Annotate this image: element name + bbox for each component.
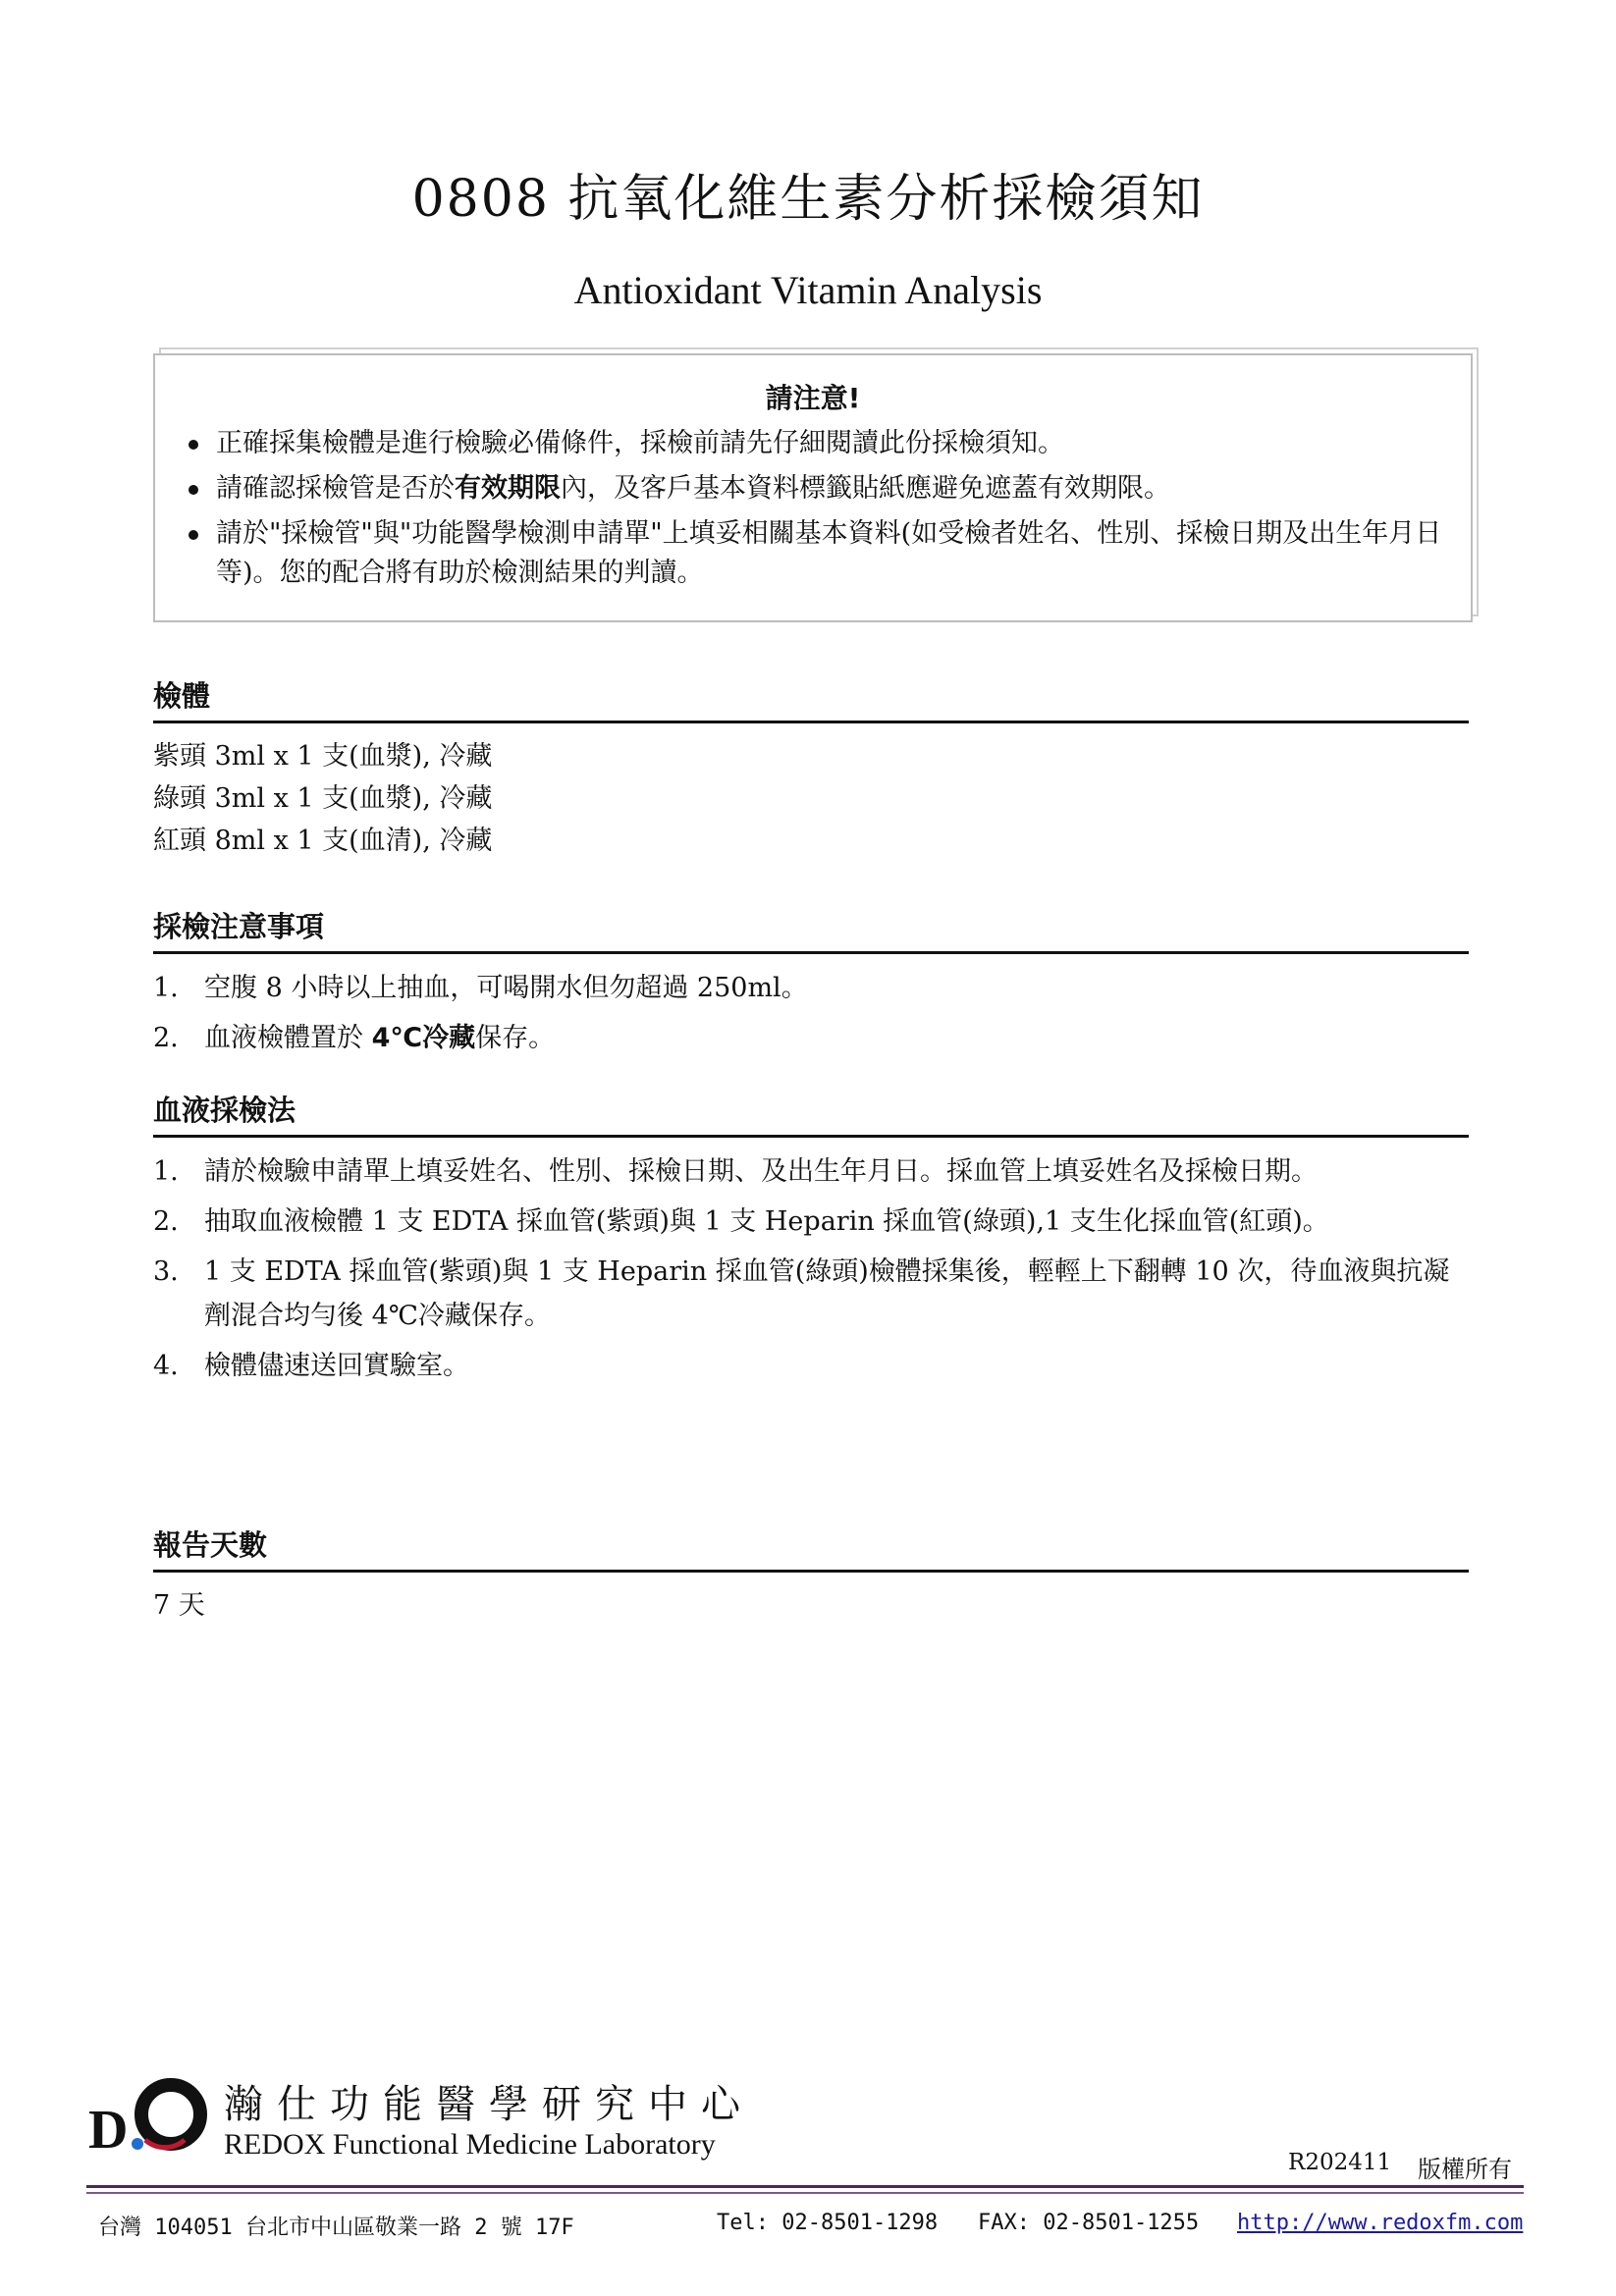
doc-code: R202411 [1288, 2150, 1392, 2175]
item-text: 保存。 [475, 1023, 556, 1053]
org-name-en: REDOX Functional Medicine Laboratory [224, 2128, 716, 2161]
item-number: 3. [153, 1256, 179, 1287]
footer-divider [86, 2185, 1524, 2188]
footer-phone: Tel: 02-8501-1298 [717, 2211, 939, 2235]
redox-logo-icon [86, 2071, 216, 2160]
section-heading: 報告天數 [153, 1526, 1469, 1573]
page-subtitle: Antioxidant Vitamin Analysis [573, 268, 1043, 312]
footer-fax: FAX: 02-8501-1255 [978, 2211, 1200, 2235]
item-number: 4. [153, 1351, 179, 1381]
item-text: 血液檢體置於 [204, 1023, 372, 1053]
notice-title: 請注意! [765, 382, 861, 414]
report-days: 7 天 [153, 1590, 205, 1621]
specimen-section [153, 677, 1469, 862]
specimen-line: 紫頭 3ml x 1 支(血漿), 冷藏 [153, 741, 493, 772]
list-item [153, 1200, 1469, 1244]
blood-method-list [153, 1149, 1469, 1388]
footer-address: 台灣 104051 台北市中山區敬業一路 2 號 17F [98, 2216, 574, 2240]
section-heading: 檢體 [153, 677, 1469, 723]
item-emphasis: 4℃冷藏 [371, 1023, 476, 1053]
blood-method-section [153, 1092, 1469, 1394]
footer-divider [86, 2192, 1524, 2194]
section-heading: 採檢注意事項 [153, 908, 1469, 954]
specimen-line: 紅頭 8ml x 1 支(血清), 冷藏 [153, 826, 493, 856]
item-text: 請於檢驗申請單上填妥姓名、性別、採檢日期、及出生年月日。採血管上填妥姓名及採檢日期。 [204, 1156, 1318, 1187]
notice-item: 請於"採檢管"與"功能醫學檢測申請單"上填妥相關基本資料(如受檢者姓名、性別、採檢日期及出生年月日等)。您的配合將有助於檢測結果的判讀。 [183, 514, 1449, 593]
org-name-cn: 瀚仕功能醫學研究中心 [224, 2082, 754, 2127]
list-item [153, 1016, 1469, 1060]
item-text: 檢體儘速送回實驗室。 [204, 1351, 469, 1381]
specimen-line: 綠頭 3ml x 1 支(血漿), 冷藏 [153, 783, 493, 814]
notice-box [153, 353, 1473, 622]
precautions-list [153, 966, 1469, 1060]
list-item [153, 1149, 1469, 1194]
notice-list [183, 424, 1449, 599]
item-number: 1. [153, 973, 179, 1003]
item-number: 1. [153, 1156, 179, 1187]
footer-website-link[interactable]: http://www.redoxfm.com [1237, 2211, 1524, 2235]
page-title: 0808 抗氧化維生素分析採檢須知 [411, 170, 1205, 229]
report-section [153, 1526, 1469, 1627]
list-item [153, 966, 1469, 1010]
notice-text: 請確認採檢管是否於 [216, 473, 455, 504]
item-text: 空腹 8 小時以上抽血，可喝開水但勿超過 250ml。 [204, 973, 808, 1003]
section-heading: 血液採檢法 [153, 1092, 1469, 1138]
list-item [153, 1250, 1469, 1338]
copyright-text: 版權所有 [1418, 2156, 1512, 2183]
precautions-section [153, 908, 1469, 1066]
item-number: 2. [153, 1206, 179, 1237]
list-item [153, 1344, 1469, 1388]
item-text: 1 支 EDTA 採血管(紫頭)與 1 支 Heparin 採血管(綠頭)檢體採集後，輕輕上下翻轉 10 次，待血液與抗凝劑混合均勻後 4℃冷藏保存。 [204, 1256, 1450, 1331]
notice-item [183, 469, 1449, 508]
svg-text:D: D [88, 2100, 129, 2160]
specimen-lines [153, 735, 1469, 862]
notice-emphasis: 有效期限 [455, 473, 561, 504]
notice-text: 內，及客戶基本資料標籤貼紙應避免遮蓋有效期限。 [561, 473, 1170, 504]
item-text: 抽取血液檢體 1 支 EDTA 採血管(紫頭)與 1 支 Heparin 採血管(綠頭),1 支生化採血管(紅頭)。 [204, 1206, 1329, 1237]
item-number: 2. [153, 1023, 179, 1053]
notice-item: 正確採集檢體是進行檢驗必備條件，採檢前請先仔細閱讀此份採檢須知。 [183, 424, 1449, 463]
